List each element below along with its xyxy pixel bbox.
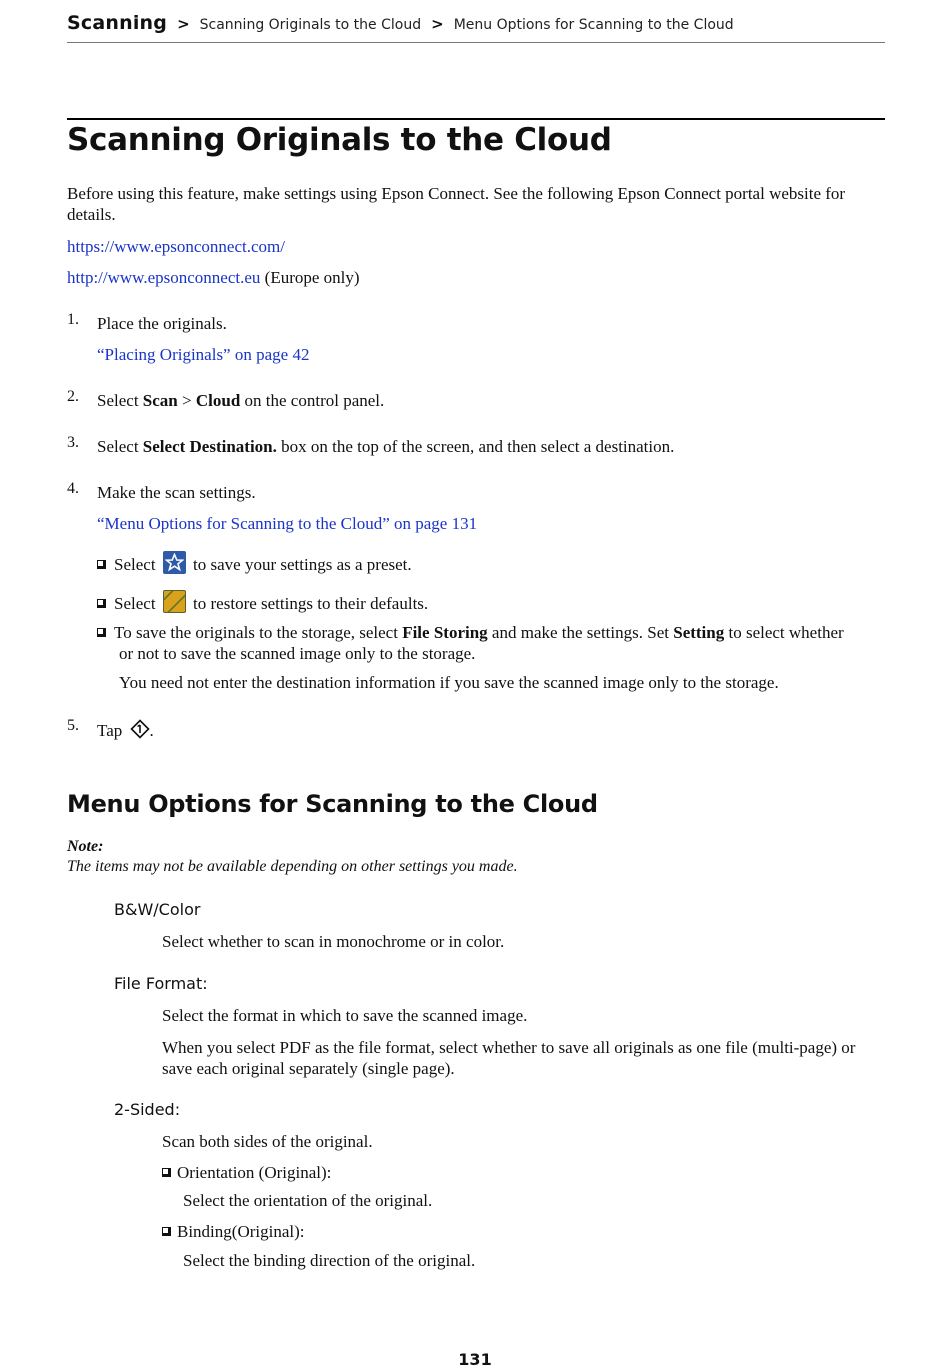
sub-option-label: Orientation (Original): bbox=[177, 1163, 332, 1182]
breadcrumb-item-menu-options[interactable]: Menu Options for Scanning to the Cloud bbox=[453, 17, 734, 33]
link-row-1 bbox=[67, 236, 285, 257]
page-title: Scanning Originals to the Cloud bbox=[67, 122, 612, 158]
epson-connect-eu-link[interactable]: http://www.epsonconnect.eu bbox=[67, 268, 261, 287]
cloud-label: Cloud bbox=[195, 391, 241, 410]
step-1-link-row bbox=[97, 344, 309, 365]
bullet-reset bbox=[97, 590, 428, 614]
bullet-storing-text-d: to select whether bbox=[728, 623, 844, 642]
bullet-preset-post: to save your settings as a preset. bbox=[193, 555, 412, 574]
file-storing-label: File Storing bbox=[402, 623, 488, 642]
step-number: 1. bbox=[67, 311, 79, 328]
step-2-post: on the control panel. bbox=[244, 391, 385, 410]
bullet-preset-pre: Select bbox=[114, 555, 156, 574]
bullet-storing-line-2: or not to save the scanned image only to the storage. bbox=[119, 644, 476, 663]
step-4-link-row bbox=[97, 513, 477, 534]
bullet-reset-pre: Select bbox=[114, 594, 156, 613]
breadcrumb-separator: > bbox=[177, 15, 190, 33]
bullet-marker bbox=[97, 599, 106, 608]
option-desc: Scan both sides of the original. bbox=[162, 1132, 373, 1151]
breadcrumb-separator: > bbox=[431, 15, 444, 33]
option-desc: Select whether to scan in monochrome or in color. bbox=[162, 932, 505, 951]
step-3-post: box on the top of the screen, and then select a destination. bbox=[281, 437, 675, 456]
bullet-storing-text-a: To save the originals to the storage, select bbox=[114, 623, 398, 642]
section-title: Menu Options for Scanning to the Cloud bbox=[67, 790, 598, 818]
placing-originals-link[interactable]: “Placing Originals” on page 42 bbox=[97, 345, 310, 364]
sub-option-binding bbox=[162, 1221, 304, 1242]
step-5-post: . bbox=[149, 721, 154, 740]
step-1-text: Place the originals. bbox=[97, 314, 227, 333]
step-number: 3. bbox=[67, 434, 79, 451]
select-destination-label: Select Destination. bbox=[142, 437, 277, 456]
option-title-2-sided: 2-Sided: bbox=[114, 1100, 181, 1119]
bullet-marker bbox=[97, 628, 106, 637]
sub-option-desc: Select the binding direction of the original. bbox=[183, 1251, 476, 1270]
step-number: 4. bbox=[67, 480, 79, 497]
bullet-reset-post: to restore settings to their defaults. bbox=[193, 594, 429, 613]
start-diamond-icon bbox=[130, 719, 150, 739]
bullet-marker bbox=[162, 1168, 171, 1177]
step-number: 2. bbox=[67, 388, 79, 405]
bullet-file-storing bbox=[97, 622, 844, 643]
step-5-pre: Tap bbox=[97, 721, 123, 740]
bullet-marker bbox=[162, 1227, 171, 1236]
option-desc: save each original separately (single page). bbox=[162, 1059, 455, 1078]
bullet-preset bbox=[97, 551, 412, 575]
note-label: Note: bbox=[67, 838, 104, 855]
step-2-pre: Select bbox=[97, 391, 139, 410]
scan-label: Scan bbox=[142, 391, 178, 410]
epson-connect-link[interactable]: https://www.epsonconnect.com/ bbox=[67, 237, 285, 256]
reset-defaults-icon bbox=[163, 590, 186, 613]
sub-option-orientation bbox=[162, 1162, 331, 1183]
option-desc: When you select PDF as the file format, select whether to save all originals as one file (multi-page) or bbox=[162, 1038, 856, 1057]
step-2-separator: > bbox=[182, 391, 192, 410]
step-4-text: Make the scan settings. bbox=[97, 483, 256, 502]
breadcrumb-root[interactable]: Scanning bbox=[67, 12, 168, 34]
page-number: 131 bbox=[458, 1350, 492, 1369]
step-3-pre: Select bbox=[97, 437, 139, 456]
link-row-2 bbox=[67, 267, 360, 288]
intro-paragraph: Before using this feature, make settings using Epson Connect. See the following Epson Connect portal website for details. bbox=[67, 184, 846, 224]
bullet-storing-text-c: and make the settings. Set bbox=[491, 623, 669, 642]
step-5-text bbox=[97, 719, 154, 741]
star-preset-icon bbox=[163, 551, 186, 574]
step-number: 5. bbox=[67, 717, 79, 734]
menu-options-link[interactable]: “Menu Options for Scanning to the Cloud” on page 131 bbox=[97, 514, 478, 533]
sub-option-label: Binding(Original): bbox=[177, 1222, 305, 1241]
bullet-marker bbox=[97, 560, 106, 569]
option-desc: Select the format in which to save the scanned image. bbox=[162, 1006, 528, 1025]
breadcrumb bbox=[67, 12, 885, 43]
section-rule bbox=[67, 118, 885, 120]
bullet-storing-extra: You need not enter the destination information if you save the scanned image only to the storage. bbox=[119, 673, 779, 692]
sub-option-desc: Select the orientation of the original. bbox=[183, 1191, 433, 1210]
step-3-text bbox=[97, 436, 674, 457]
note-text: The items may not be available depending on other settings you made. bbox=[67, 858, 518, 875]
step-2-text bbox=[97, 390, 384, 411]
option-title-bw-color: B&W/Color bbox=[114, 900, 201, 919]
setting-label: Setting bbox=[673, 623, 725, 642]
breadcrumb-item-scanning-cloud[interactable]: Scanning Originals to the Cloud bbox=[199, 17, 422, 33]
europe-only-note: (Europe only) bbox=[264, 268, 360, 287]
option-title-file-format: File Format: bbox=[114, 974, 208, 993]
